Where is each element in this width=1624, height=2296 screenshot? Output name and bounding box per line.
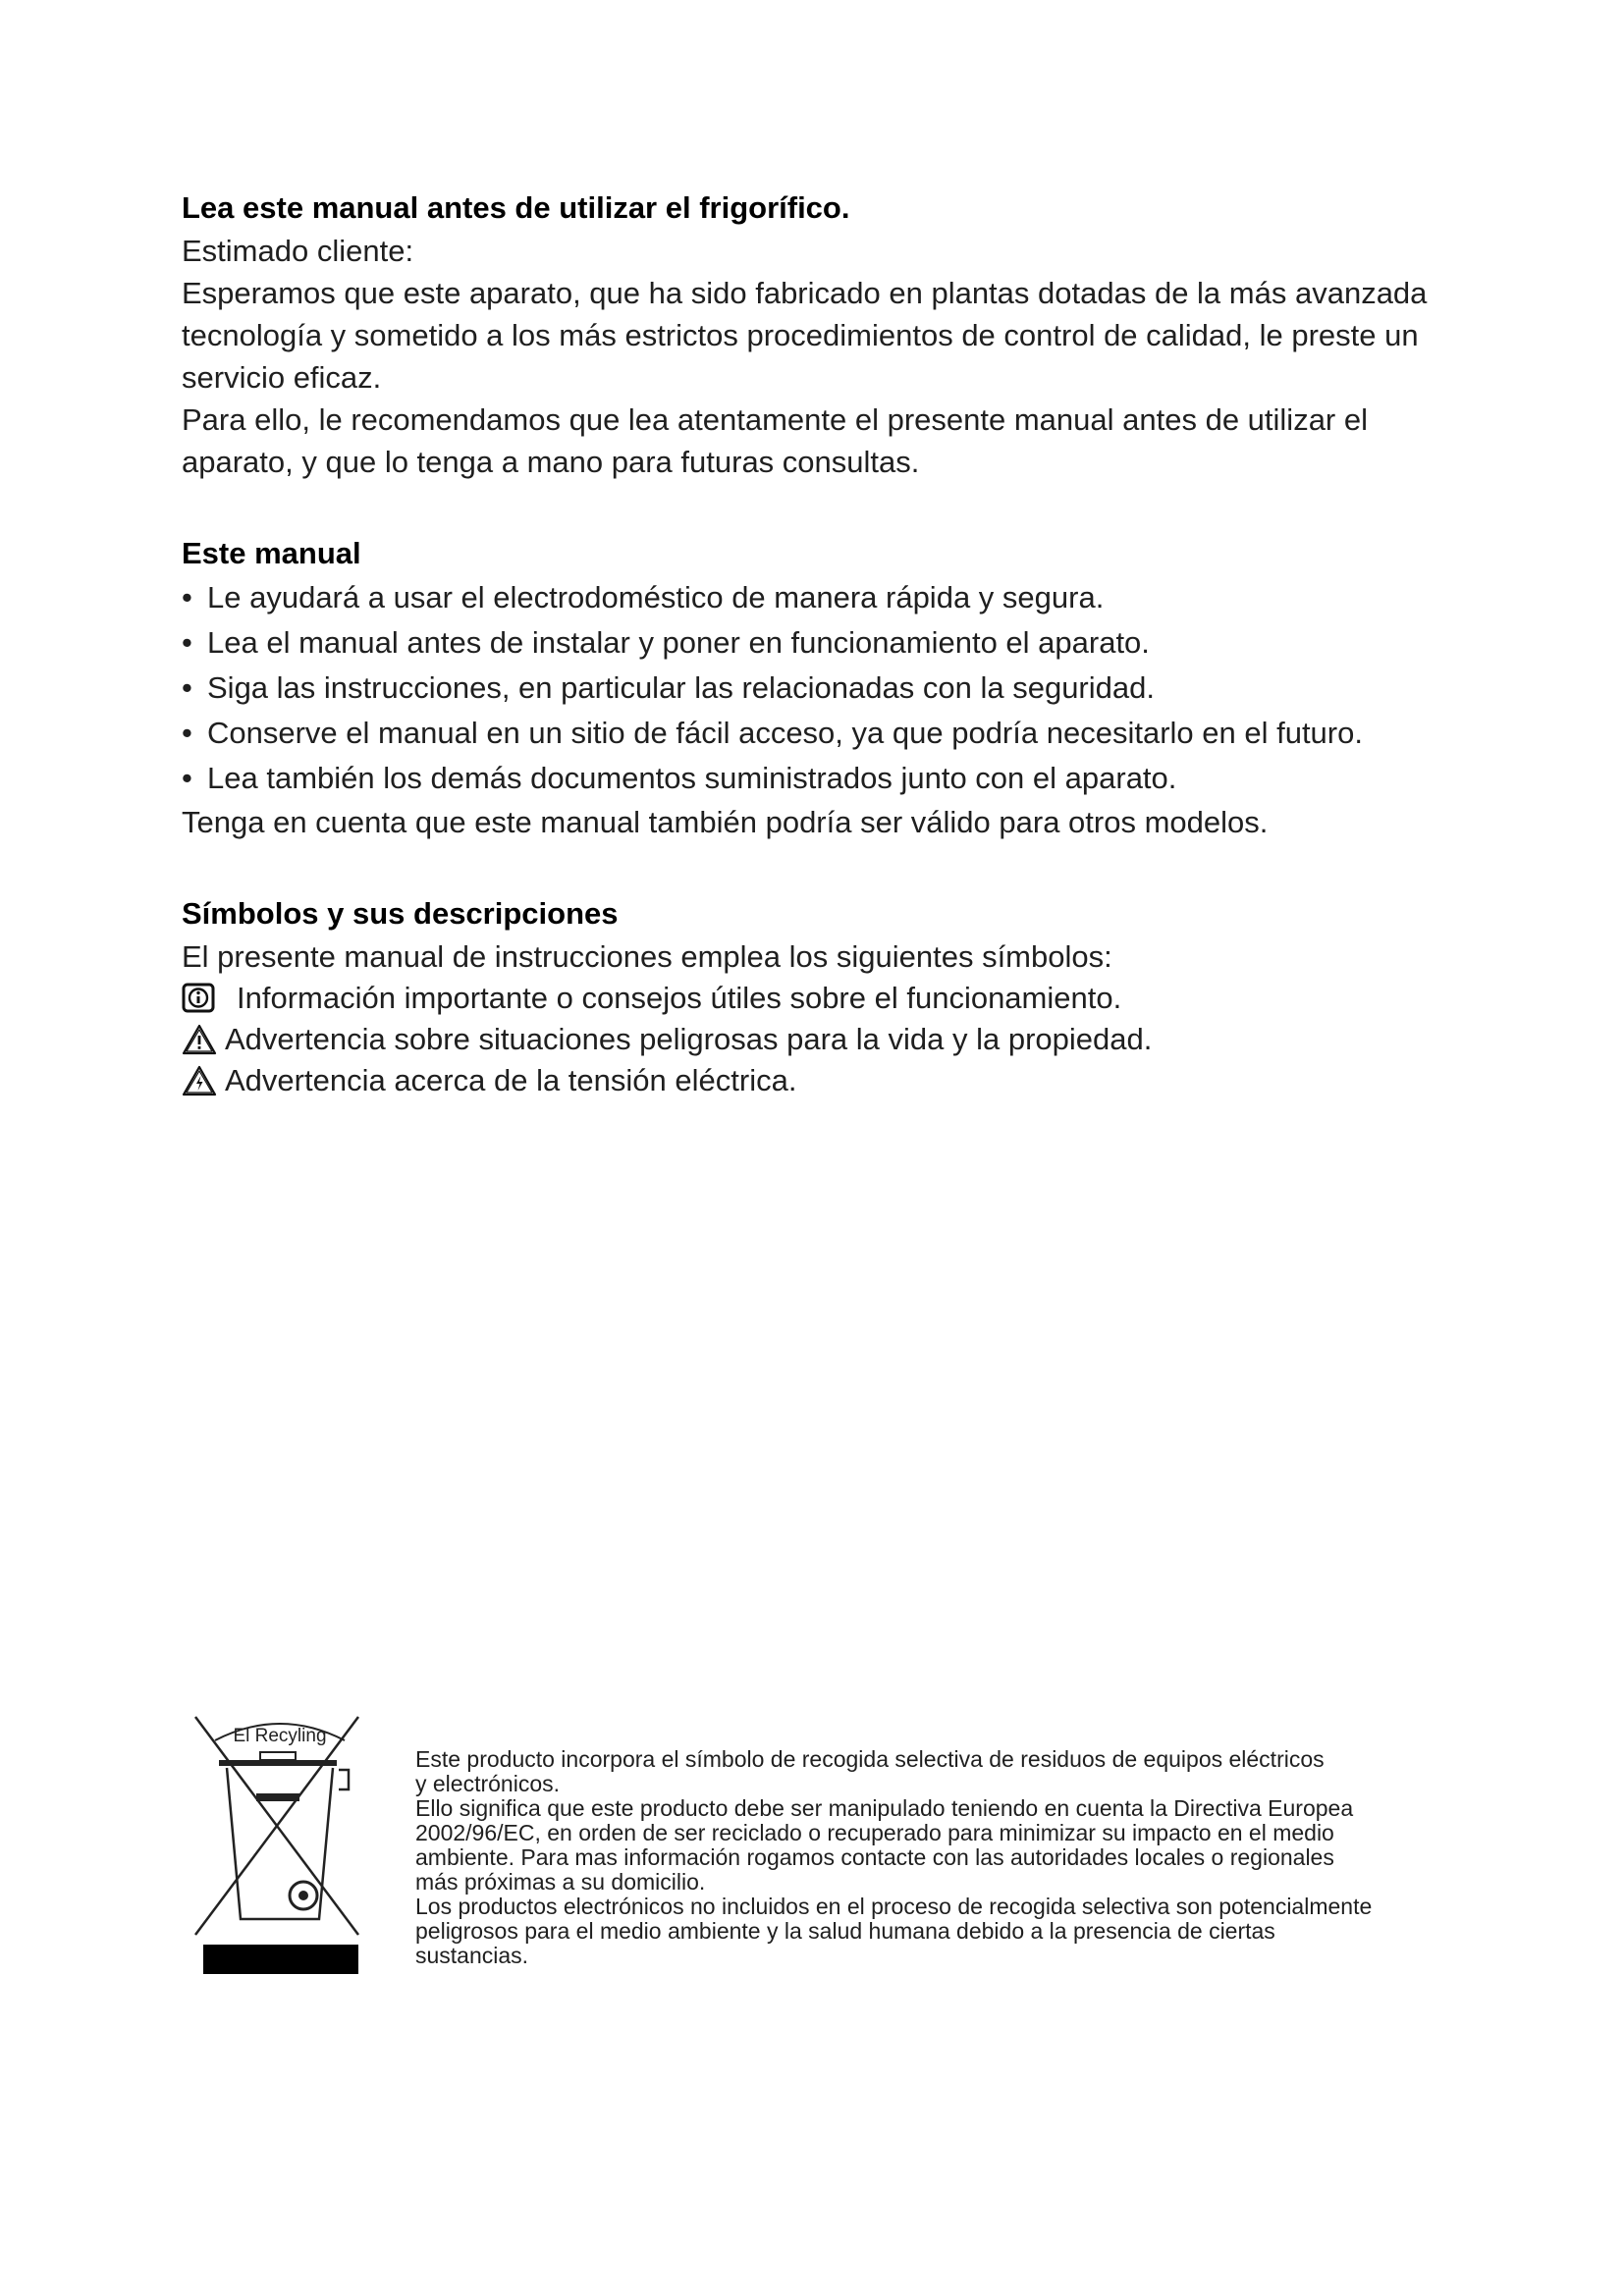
document-body [182, 187, 1458, 1101]
list-item: • Le ayudará a usar el electrodoméstico de manera rápida y segura. [182, 575, 1458, 620]
intro-paragraph-2: Para ello, le recomendamos que lea atentamente el presente manual antes de utilizar el aparato, y que lo tenga a mano para futuras consultas. [182, 402, 1369, 479]
manual-title: Este manual [182, 536, 361, 570]
recycling-line: Este producto incorpora el símbolo de recogida selectiva de residuos de equipos eléctricos [415, 1746, 1325, 1772]
recycling-line: Los productos electrónicos no incluidos en el proceso de recogida selectiva son potencialmente [415, 1894, 1373, 1919]
list-item: • Conserve el manual en un sitio de fácil acceso, ya que podría necesitarlo en el futuro. [182, 711, 1458, 756]
symbol-text-warning: Advertencia sobre situaciones peligrosas para la vida y la propiedad. [225, 1022, 1153, 1056]
intro-paragraph-1: Esperamos que este aparato, que ha sido fabricado en plantas dotadas de la más avanzada tecnología y sometido a los más estrictos procedimientos de control de calidad, le preste un servicio eficaz. [182, 276, 1428, 395]
list-item: • Lea el manual antes de instalar y poner en funcionamiento el aparato. [182, 620, 1458, 666]
symbol-row-info [182, 978, 1458, 1019]
bullet-icon: • [182, 761, 192, 795]
electric-warning-icon [182, 1065, 217, 1096]
recycling-line: peligrosos para el medio ambiente y la salud humana debido a la presencia de ciertas [415, 1918, 1275, 1944]
bullet-icon: • [182, 580, 192, 614]
crossed-bin-icon [191, 1713, 368, 1978]
recycling-text [415, 1747, 1456, 1968]
bullet-icon: • [182, 716, 192, 750]
symbol-text-info: Información importante o consejos útiles sobre el funcionamiento. [237, 981, 1122, 1015]
recycling-line: y electrónicos. [415, 1771, 561, 1796]
symbol-row-warning [182, 1019, 1458, 1060]
intro-section [182, 187, 1458, 483]
greeting: Estimado cliente: [182, 234, 414, 268]
recycling-line: Ello significa que este producto debe ser manipulado teniendo en cuenta la Directiva Europea [415, 1795, 1354, 1821]
bullet-icon: • [182, 625, 192, 660]
symbol-row-electric [182, 1060, 1458, 1101]
warning-triangle-icon [182, 1024, 217, 1055]
symbols-section [182, 892, 1458, 1101]
recycling-label: El Recyling [233, 1726, 327, 1746]
bullet-icon: • [182, 670, 192, 705]
recycling-line: sustancias. [415, 1943, 529, 1968]
recycling-line: 2002/96/EC, en orden de ser reciclado o recuperado para minimizar su impacto en el medio [415, 1820, 1334, 1845]
list-item: • Lea también los demás documentos suministrados junto con el aparato. [182, 756, 1458, 801]
manual-note: Tenga en cuenta que este manual también podría ser válido para otros modelos. [182, 805, 1269, 839]
manual-bullet-list [182, 575, 1458, 801]
manual-section [182, 532, 1458, 843]
intro-title: Lea este manual antes de utilizar el frigorífico. [182, 190, 850, 225]
list-item: • Siga las instrucciones, en particular las relacionadas con la seguridad. [182, 666, 1458, 711]
symbol-text-electric: Advertencia acerca de la tensión eléctrica. [225, 1063, 797, 1097]
recycling-line: ambiente. Para mas información rogamos contacte con las autoridades locales o regionales [415, 1844, 1334, 1870]
recycling-line: más próximas a su domicilio. [415, 1869, 706, 1895]
info-icon [182, 983, 217, 1014]
symbols-title: Símbolos y sus descripciones [182, 896, 619, 931]
symbols-intro: El presente manual de instrucciones emplea los siguientes símbolos: [182, 939, 1112, 974]
recycling-notice [191, 1713, 1468, 1988]
